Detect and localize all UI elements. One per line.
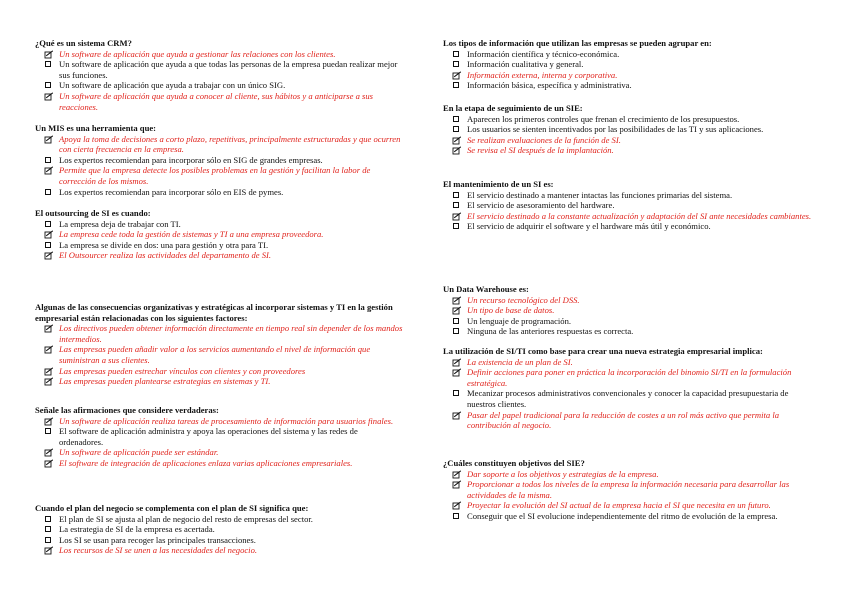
answer-option[interactable]: [35, 344, 403, 365]
answer-option[interactable]: [35, 59, 403, 80]
answer-text: Información cualitativa y general.: [467, 59, 584, 70]
answer-option[interactable]: [443, 500, 813, 511]
answer-option[interactable]: [443, 135, 813, 146]
empty-box-icon[interactable]: [453, 51, 459, 57]
question-block: [35, 38, 403, 112]
checked-box-icon[interactable]: [452, 480, 462, 489]
answer-option[interactable]: [35, 91, 403, 112]
answer-text: Información científica y técnico-económica.: [467, 48, 620, 59]
answer-option[interactable]: [443, 59, 813, 70]
answer-option[interactable]: [35, 165, 403, 186]
answer-option[interactable]: [443, 388, 813, 409]
empty-box-icon[interactable]: [453, 61, 459, 67]
answer-list: [35, 514, 403, 556]
checked-box-icon[interactable]: [452, 501, 462, 510]
checked-box-icon[interactable]: [44, 546, 54, 555]
checked-box-icon[interactable]: [44, 345, 54, 354]
answer-text: Un software de aplicación que ayuda a trabajar con un único SIG.: [59, 80, 286, 91]
answer-text: Los expertos recomiendan para incorporar sólo en SIG de grandes empresas.: [59, 154, 323, 165]
answer-text: Permite que la empresa detecte los posibles problemas en la gestión y facilitan la labor de corrección de los mismos.: [59, 165, 371, 186]
empty-box-icon[interactable]: [45, 82, 51, 88]
answer-text: Apoya la toma de decisiones a corto plazo, repetitivas, principalmente estructuradas y que ocurren con cierta frecuencia en la empresa.: [59, 133, 401, 155]
answer-option[interactable]: [443, 145, 813, 156]
answer-text: Los recursos de SI se unen a las necesidades del negocio.: [59, 545, 258, 556]
answer-text: Pasar del papel tradicional para la reducción de costes a un rol más activo que permita la contribución al negocio.: [467, 409, 780, 431]
answer-text: Conseguir que el SI evolucione independientemente del ritmo de evolución de la empresa.: [467, 510, 778, 521]
answer-text: Ninguna de las anteriores respuestas es correcta.: [467, 326, 634, 337]
answer-text: Un software de aplicación que ayuda a conocer al cliente, sus hábitos y a anticiparse a sus reacciones.: [59, 90, 374, 112]
answer-text: El servicio destinado a la constante actualización y adaptación del SI ante necesidades cambiantes.: [467, 210, 812, 221]
checked-box-icon[interactable]: [44, 251, 54, 260]
answer-option[interactable]: [35, 545, 403, 556]
answer-option[interactable]: [35, 524, 403, 535]
answer-text: Un software de aplicación puede ser estándar.: [59, 447, 219, 458]
answer-option[interactable]: [35, 240, 403, 251]
checked-box-icon[interactable]: [44, 459, 54, 468]
question-title: El outsourcing de SI es cuando:: [35, 208, 151, 218]
answer-option[interactable]: [443, 190, 813, 201]
question-block: [443, 103, 813, 156]
answer-list: [443, 357, 813, 431]
question-title: Cuando el plan del negocio se complementa con el plan de SI significa que:: [35, 503, 309, 513]
answer-option[interactable]: [443, 80, 813, 91]
answer-text: El servicio de adquirir el software y el hardware más útil y económico.: [467, 221, 711, 232]
answer-list: [35, 49, 403, 113]
answer-list: [443, 190, 813, 232]
answer-text: Un software de aplicación realiza tareas de procesamiento de información para usuarios finales.: [59, 415, 394, 426]
answer-text: La empresa cede toda la gestión de sistemas y TI a una empresa proveedora.: [59, 229, 324, 240]
answer-option[interactable]: [35, 229, 403, 240]
answer-option[interactable]: [35, 250, 403, 261]
answer-option[interactable]: [35, 323, 403, 344]
answer-text: Las empresas pueden estrechar vínculos con clientes y con proveedores: [59, 365, 306, 376]
question-block: [35, 503, 403, 556]
answer-option[interactable]: [443, 211, 813, 222]
answer-option[interactable]: [35, 426, 403, 447]
checked-box-icon[interactable]: [44, 230, 54, 239]
empty-box-icon[interactable]: [453, 126, 459, 132]
answer-text: La estrategia de SI de la empresa es acertada.: [59, 524, 215, 535]
question-block: [35, 208, 403, 261]
answer-text: Mecanizar procesos administrativos convencionales y conocer la capacidad presupuestaria de nuestros clientes.: [467, 388, 789, 409]
question-title: En la etapa de seguimiento de un SIE:: [443, 103, 583, 113]
answer-option[interactable]: [35, 458, 403, 469]
empty-box-icon[interactable]: [453, 116, 459, 122]
answer-option[interactable]: [443, 70, 813, 81]
answer-text: Un tipo de base de datos.: [467, 305, 555, 316]
question-block: [35, 405, 403, 469]
empty-box-icon[interactable]: [45, 537, 51, 543]
empty-box-icon[interactable]: [453, 223, 459, 229]
empty-box-icon[interactable]: [45, 242, 51, 248]
answer-text: Los expertos recomiendan para incorporar sólo en EIS de pymes.: [59, 186, 284, 197]
checked-box-icon[interactable]: [44, 448, 54, 457]
empty-box-icon[interactable]: [45, 189, 51, 195]
checked-box-icon[interactable]: [452, 306, 462, 315]
answer-text: Se revisa el SI después de la implantación.: [467, 145, 614, 156]
answer-text: Se realizan evaluaciones de la función de SI.: [467, 134, 621, 145]
checked-box-icon[interactable]: [44, 324, 54, 333]
checked-box-icon[interactable]: [452, 71, 462, 80]
checked-box-icon[interactable]: [452, 358, 462, 367]
empty-box-icon[interactable]: [45, 61, 51, 67]
question-block: [35, 123, 403, 197]
empty-box-icon[interactable]: [45, 526, 51, 532]
empty-box-icon[interactable]: [45, 516, 51, 522]
answer-option[interactable]: [35, 447, 403, 458]
answer-text: Los SI se usan para recoger las principales transacciones.: [59, 534, 256, 545]
question-block: [443, 38, 813, 91]
answer-text: Las empresas pueden plantearse estrategias en sistemas y TI.: [59, 376, 271, 387]
question-block: [443, 284, 813, 337]
checked-box-icon[interactable]: [452, 136, 462, 145]
question-title: ¿Qué es un sistema CRM?: [35, 38, 132, 48]
answer-text: Los usuarios se sienten incentivados por las posibilidades de las TI y sus aplicaciones.: [467, 124, 764, 135]
answer-text: Un recurso tecnológico del DSS.: [467, 294, 580, 305]
answer-text: Definir acciones para poner en práctica la incorporación del binomio SI/TI en la formulación estratégica.: [467, 367, 792, 388]
checked-box-icon[interactable]: [44, 166, 54, 175]
checked-box-icon[interactable]: [44, 367, 54, 376]
answer-text: El servicio de asesoramiento del hardware.: [467, 200, 615, 211]
answer-list: [443, 469, 813, 522]
answer-option[interactable]: [443, 479, 813, 500]
answer-option[interactable]: [443, 326, 813, 337]
answer-text: Aparecen los primeros controles que frenan el crecimiento de los presupuestos.: [467, 113, 740, 124]
question-title: Un Data Warehouse es:: [443, 284, 529, 294]
checked-box-icon[interactable]: [44, 417, 54, 426]
checked-box-icon[interactable]: [452, 368, 462, 377]
answer-text: El Outsourcer realiza las actividades del departamento de SI.: [59, 250, 272, 261]
answer-option[interactable]: [35, 219, 403, 230]
checked-box-icon[interactable]: [452, 411, 462, 420]
checked-box-icon[interactable]: [452, 296, 462, 305]
checked-box-icon[interactable]: [44, 377, 54, 386]
answer-text: Un software de aplicación que ayuda a que todas las personas de la empresa puedan realizar mejor sus funciones.: [59, 59, 398, 80]
answer-list: [443, 49, 813, 91]
answer-option[interactable]: [35, 134, 403, 155]
answer-option[interactable]: [35, 187, 403, 198]
answer-option[interactable]: [443, 49, 813, 60]
answer-text: El servicio destinado a mantener intactas las funciones primarias del sistema.: [467, 189, 733, 200]
answer-list: [35, 416, 403, 469]
empty-box-icon[interactable]: [453, 513, 459, 519]
answer-option[interactable]: [35, 416, 403, 427]
answer-option[interactable]: [443, 124, 813, 135]
answer-option[interactable]: [35, 80, 403, 91]
answer-option[interactable]: [35, 514, 403, 525]
question-title: El mantenimiento de un SI es:: [443, 179, 554, 189]
answer-option[interactable]: [35, 376, 403, 387]
answer-list: [35, 219, 403, 261]
answer-text: Proyectar la evolución del SI actual de la empresa hacia el SI que necesita en un futuro.: [467, 500, 771, 511]
answer-text: Información externa, interna y corporativa.: [467, 69, 618, 80]
checked-box-icon[interactable]: [44, 92, 54, 101]
answer-list: [35, 323, 403, 387]
question-block: [443, 179, 813, 232]
checked-box-icon[interactable]: [452, 212, 462, 221]
answer-text: Los directivos pueden obtener información directamente en tiempo real sin depender de los mandos intermedios.: [59, 323, 403, 344]
question-title: Algunas de las consecuencias organizativas y estratégicas al incorporar sistemas y TI en la gestión empresarial están relacionadas con los siguientes factores:: [35, 302, 393, 323]
answer-list: [35, 134, 403, 198]
empty-box-icon[interactable]: [45, 428, 51, 434]
question-title: ¿Cuáles constituyen objetivos del SIE?: [443, 458, 585, 468]
answer-option[interactable]: [35, 535, 403, 546]
question-title: Un MIS es una herramienta que:: [35, 123, 157, 133]
empty-box-icon[interactable]: [453, 318, 459, 324]
checked-box-icon[interactable]: [452, 470, 462, 479]
empty-box-icon[interactable]: [453, 328, 459, 334]
empty-box-icon[interactable]: [453, 390, 459, 396]
answer-text: La existencia de un plan de SI.: [467, 356, 573, 367]
answer-option[interactable]: [443, 410, 813, 431]
answer-list: [443, 114, 813, 156]
answer-option[interactable]: [443, 511, 813, 522]
answer-option[interactable]: [443, 305, 813, 316]
checked-box-icon[interactable]: [452, 146, 462, 155]
answer-option[interactable]: [443, 316, 813, 327]
answer-option[interactable]: [443, 200, 813, 211]
empty-box-icon[interactable]: [45, 157, 51, 163]
answer-option[interactable]: [443, 114, 813, 125]
answer-option[interactable]: [443, 357, 813, 368]
answer-text: Dar soporte a los objetivos y estrategias de la empresa.: [467, 468, 659, 479]
answer-list: [443, 295, 813, 337]
answer-text: El software de aplicación administra y apoya las operaciones del sistema y las redes de ordenadores.: [59, 426, 358, 447]
answer-option[interactable]: [443, 221, 813, 232]
answer-text: Las empresas pueden añadir valor a los servicios aumentando el nivel de información que suministran a sus clientes.: [59, 344, 371, 365]
checked-box-icon[interactable]: [44, 50, 54, 59]
answer-text: El plan de SI se ajusta al plan de negocio del resto de empresas del sector.: [59, 513, 313, 524]
answer-text: Un software de aplicación que ayuda a gestionar las relaciones con los clientes.: [59, 48, 336, 59]
question-block: [443, 458, 813, 522]
answer-text: La empresa se divide en dos: una para gestión y otra para TI.: [59, 239, 269, 250]
question-title: Señale las afirmaciones que considere verdaderas:: [35, 405, 219, 415]
answer-option[interactable]: [35, 155, 403, 166]
answer-option[interactable]: [35, 49, 403, 60]
question-title: Los tipos de información que utilizan las empresas se pueden agrupar en:: [443, 38, 712, 48]
answer-text: Información básica, específica y administrativa.: [467, 80, 632, 91]
answer-text: El software de integración de aplicaciones enlaza varias aplicaciones empresariales.: [59, 457, 353, 468]
question-block: [35, 302, 403, 387]
answer-text: Un lenguaje de programación.: [467, 315, 572, 326]
empty-box-icon[interactable]: [45, 221, 51, 227]
checked-box-icon[interactable]: [44, 135, 54, 144]
question-title: La utilización de SI/TI como base para crear una nueva estrategia empresarial implica:: [443, 346, 763, 356]
empty-box-icon[interactable]: [453, 202, 459, 208]
answer-option[interactable]: [35, 366, 403, 377]
answer-option[interactable]: [443, 367, 813, 388]
empty-box-icon[interactable]: [453, 192, 459, 198]
answer-option[interactable]: [443, 469, 813, 480]
answer-option[interactable]: [443, 295, 813, 306]
empty-box-icon[interactable]: [453, 82, 459, 88]
question-block: [443, 346, 813, 431]
answer-text: Proporcionar a todos los niveles de la empresa la información necesaria para desarrollar las actividades de la misma.: [467, 479, 790, 500]
answer-text: La empresa deja de trabajar con TI.: [59, 218, 181, 229]
